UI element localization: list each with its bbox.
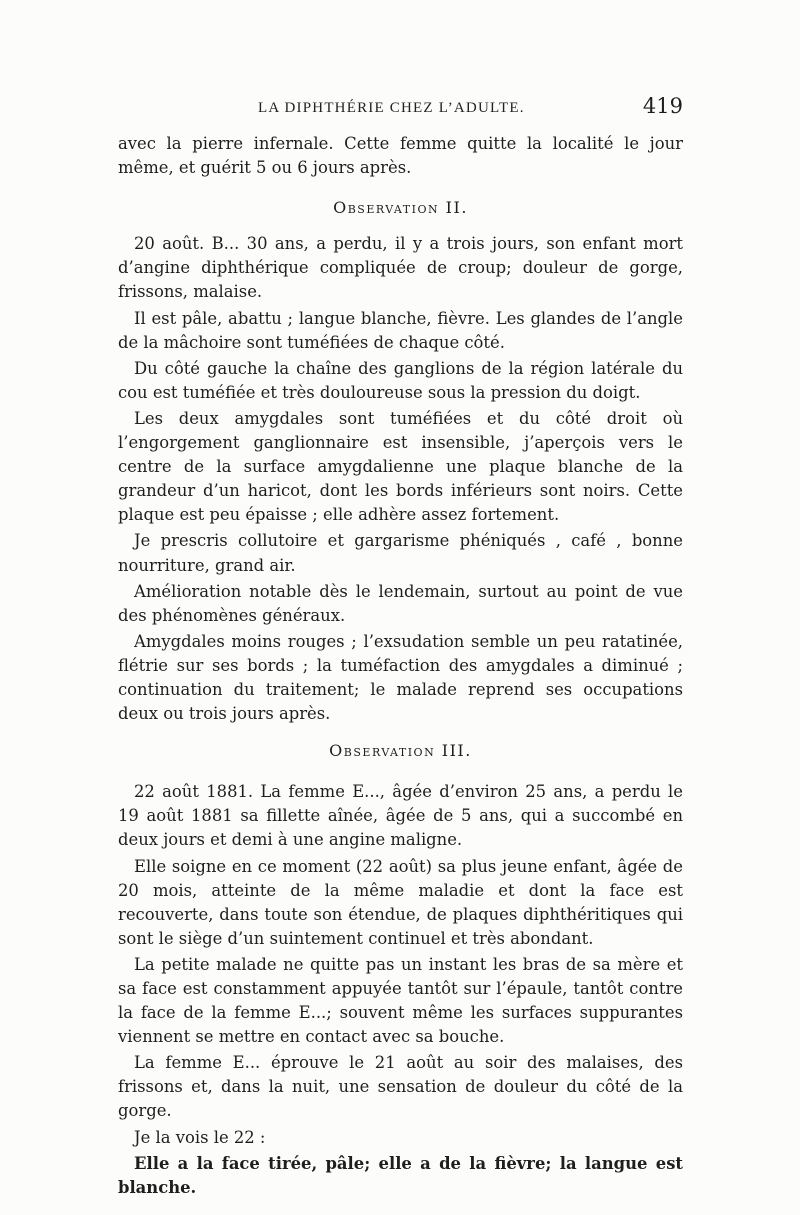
obs2-paragraph-6: Amélioration notable dès le lendemain, surtout au point de vue des phénomènes généraux. — [118, 581, 683, 625]
obs2-paragraph-1: 20 août. B... 30 ans, a perdu, il y a trois jours, son enfant mort d’angine diphthérique compliquée de croup; douleur de gorge, frissons, malaise. — [118, 234, 683, 302]
obs2-paragraph-5: Je prescris collutoire et gargarisme phéniqués , café , bonne nourriture, grand air. — [118, 531, 683, 575]
observation-2-heading: Observation II. — [333, 198, 468, 218]
page-header — [118, 94, 683, 124]
obs2-paragraph-3: Du côté gauche la chaîne des ganglions de la région latérale du cou est tuméfiée et très douloureuse sous la pression du doigt. — [118, 358, 683, 402]
obs3-paragraph-4: La femme E... éprouve le 21 août au soir des malaises, des frissons et, dans la nuit, une sensation de douleur du côté de la gorge. — [118, 1053, 683, 1121]
obs3-paragraph-2: Elle soigne en ce moment (22 août) sa plus jeune enfant, âgée de 20 mois, atteinte de la même maladie et dont la face est recouverte, dans toute son étendue, de plaques diphthéritiques qui sont le siège d’un suintement continuel et très abondant. — [118, 856, 683, 948]
obs3-paragraph-3: La petite malade ne quitte pas un instant les bras de sa mère et sa face est constamment appuyée tantôt sur l’épaule, tantôt contre la face de la femme E...; souvent même les surfaces suppurantes viennent se mettre en contact avec sa bouche. — [118, 954, 683, 1047]
obs3-paragraph-6: Elle a la face tirée, pâle; elle a de la fièvre; la langue est blanche. — [118, 1153, 683, 1197]
obs2-paragraph-4: Les deux amygdales sont tuméfiées et du côté droit où l’engorgement ganglionnaire est insensible, j’aperçois vers le centre de la surface amygdalienne une plaque blanche de la grandeur d’un haricot, dont les bords inférieurs sont noirs. Cette plaque est peu épaisse ; elle adhère assez fortement. — [118, 408, 683, 525]
obs2-paragraph-2: Il est pâle, abattu ; langue blanche, fièvre. Les glandes de l’angle de la mâchoire sont tuméfiées de chaque côté. — [118, 308, 683, 352]
opening-paragraph: avec la pierre infernale. Cette femme quitte la localité le jour même, et guérit 5 ou 6 jours après. — [118, 134, 683, 178]
obs3-paragraph-1: 22 août 1881. La femme E..., âgée d’environ 25 ans, a perdu le 19 août 1881 sa fillette aînée, âgée de 5 ans, qui a succombé en deux jours et demi à une angine maligne. — [118, 782, 683, 850]
observation-3-heading: Observation III. — [329, 741, 472, 761]
running-title: LA DIPHTHÉRIE CHEZ L’ADULTE. — [258, 100, 525, 116]
body-text — [118, 132, 683, 1200]
obs2-paragraph-7: Amygdales moins rouges ; l’exsudation semble un peu ratatinée, flétrie sur ses bords ; la tuméfaction des amygdales a diminué ; continuation du traitement; le malade reprend ses occupations deux ou trois jours après. — [118, 631, 683, 724]
obs3-paragraph-5: Je la vois le 22 : — [134, 1127, 266, 1147]
page-number: 419 — [642, 94, 683, 118]
